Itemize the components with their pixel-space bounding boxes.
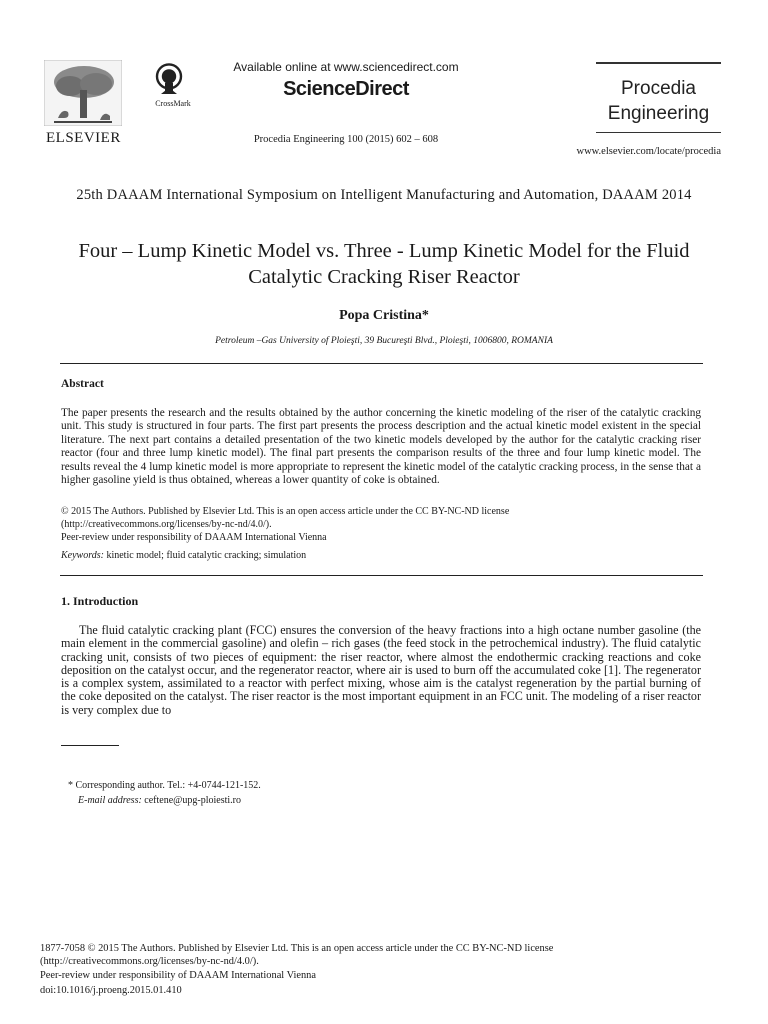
author-name: Popa Cristina* bbox=[339, 308, 429, 323]
footer-issn-license: 1877-7058 © 2015 The Authors. Published by Elsevier Ltd. This is an open access article under the CC BY-NC-ND license bbox=[40, 943, 554, 954]
sciencedirect-brand[interactable]: ScienceDirect bbox=[283, 78, 409, 100]
keywords bbox=[61, 550, 701, 561]
crossmark-icon[interactable] bbox=[153, 62, 193, 102]
license-url-link[interactable]: (http://creativecommons.org/licenses/by-nc-nd/4.0/). bbox=[61, 519, 272, 530]
footnote-rule bbox=[61, 745, 119, 746]
email-label: E-mail address: bbox=[78, 795, 142, 806]
abstract-heading: Abstract bbox=[61, 378, 104, 390]
journal-reference: Procedia Engineering 100 (2015) 602 – 608 bbox=[253, 134, 439, 145]
journal-title bbox=[596, 76, 721, 126]
doi-link[interactable]: doi:10.1016/j.proeng.2015.01.410 bbox=[40, 985, 182, 996]
abstract-top-rule bbox=[60, 363, 703, 364]
abstract-bottom-rule bbox=[60, 575, 703, 576]
journal-title-line-1: Procedia bbox=[621, 78, 696, 99]
introduction-heading: 1. Introduction bbox=[61, 594, 139, 608]
footer-peer-review: Peer-review under responsibility of DAAAM International Vienna bbox=[40, 970, 316, 981]
author-affiliation: Petroleum –Gas University of Ploieşti, 39 Bucureşti Blvd., Ploieşti, 1006800, ROMANIA bbox=[215, 336, 553, 346]
keywords-label: Keywords: bbox=[61, 550, 104, 561]
email-address-link[interactable]: ceftene@upg-ploiesti.ro bbox=[141, 795, 241, 806]
journal-url-link[interactable]: www.elsevier.com/locate/procedia bbox=[576, 146, 721, 157]
email-note bbox=[78, 795, 241, 806]
conference-name: 25th DAAAM International Symposium on Intelligent Manufacturing and Automation, DAAAM 2014 bbox=[76, 187, 692, 203]
crossmark-label: CrossMark bbox=[155, 99, 191, 108]
corresponding-author-note: * Corresponding author. Tel.: +4-0744-121-152. bbox=[68, 780, 261, 791]
available-online-text: Available online at www.sciencedirect.com bbox=[233, 60, 459, 74]
footer-license-url-link[interactable]: (http://creativecommons.org/licenses/by-nc-nd/4.0/). bbox=[40, 956, 259, 967]
publisher-name: ELSEVIER bbox=[46, 130, 121, 146]
keywords-list: kinetic model; fluid catalytic cracking; simulation bbox=[103, 550, 307, 561]
license-statement: © 2015 The Authors. Published by Elsevier Ltd. This is an open access article under the CC BY-NC-ND license bbox=[61, 506, 510, 517]
elsevier-tree-logo bbox=[44, 60, 122, 126]
introduction-text: The fluid catalytic cracking plant (FCC) ensures the conversion of the heavy fractions into a high octane number gasoline (the main element in the commercial gasoline) and olefin – rich gases (the feed stock in the petrochemical industry). The fluid catalytic cracking unit, consists of two pieces of equipment: the riser reactor, where almost the endothermic cracking reactions and coke deposition on the catalyst occur, and the regenerator reactor, where air is used to burn off the accumulated coke [1]. The regenerator is a complex system, assimilated to a reactor with perfect mixing, whose aim is the catalyst regeneration by the partial burning of the coke deposited on the catalyst. The riser reactor is the most important equipment in an FCC unit. The modeling of a riser reactor is very complex due to bbox=[61, 623, 701, 717]
journal-title-line-2: Engineering bbox=[607, 103, 710, 124]
abstract-text: The paper presents the research and the results obtained by the author concerning the kinetic modeling of the riser of the catalytic cracking unit. This study is structured in four parts. The first part presents the process description and the actual kinetic model existent in the special literature. The next part contains a detailed presentation of the two kinetic models developed by the author for the catalytic cracking riser reactor (four and three lump kinetic model). The final part presents the comparison results of the three and four lump kinetic model. The results reveal the 4 lump kinetic model is more appropriate to represent the kinetic model of the catalytic cracking process, in the sense that a higher gasoline yield is thus obtained, whereas a lower quantity of coke is obtained. bbox=[61, 407, 701, 487]
peer-review-statement: Peer-review under responsibility of DAAAM International Vienna bbox=[61, 532, 327, 543]
paper-title: Four – Lump Kinetic Model vs. Three - Lump Kinetic Model for the Fluid Catalytic Cracking Riser Reactor bbox=[78, 240, 690, 288]
journal-title-top-rule bbox=[596, 62, 721, 64]
journal-title-bottom-rule bbox=[596, 132, 721, 133]
